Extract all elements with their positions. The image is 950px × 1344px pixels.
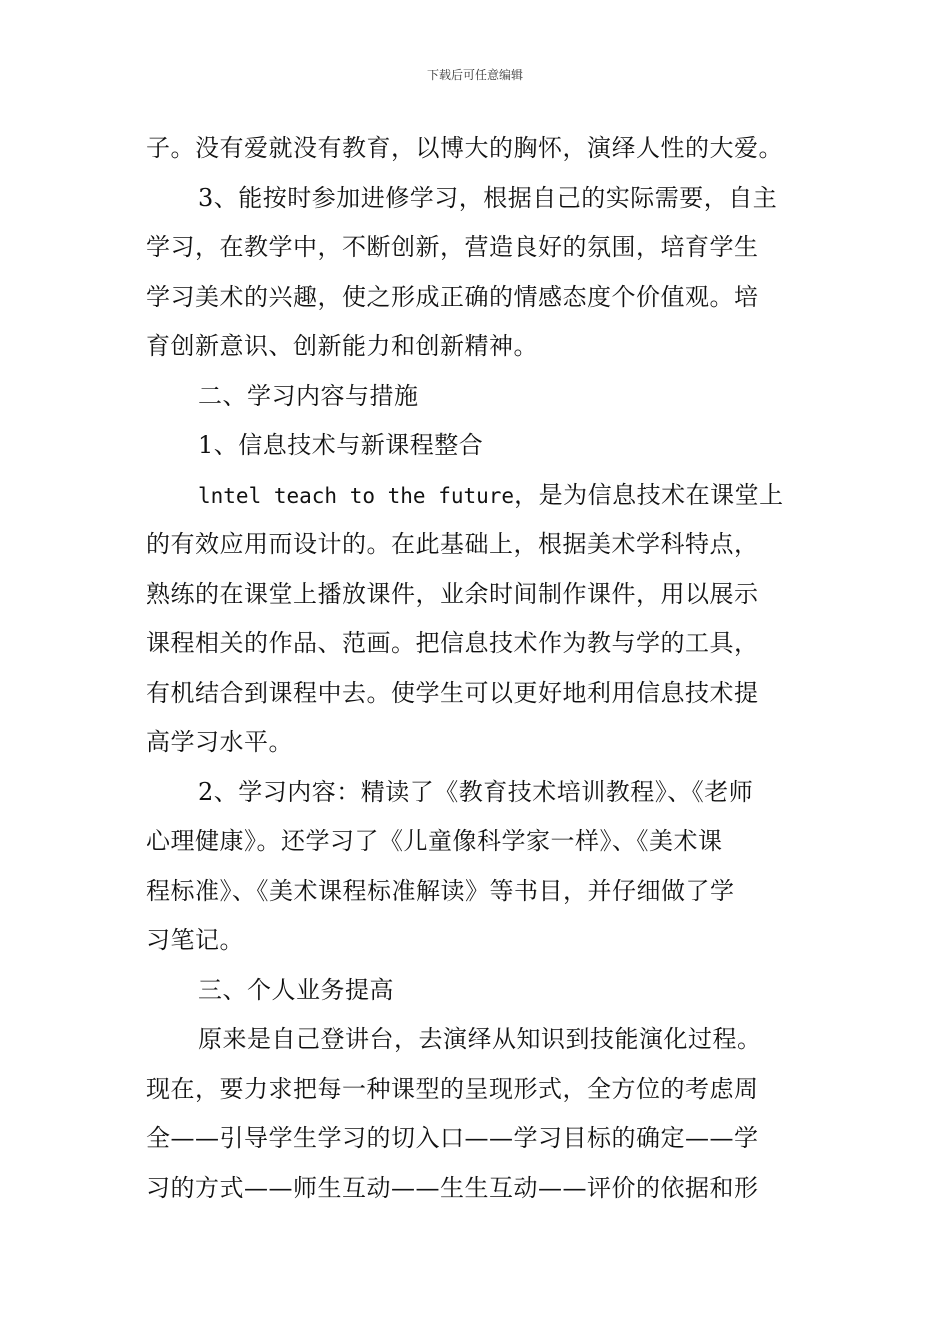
text-line: 子。没有爱就没有教育，以博大的胸怀，演绎人性的大爱。 (146, 134, 783, 162)
text-line: 的有效应用而设计的。在此基础上，根据美术学科特点， (146, 530, 759, 558)
text-line: 全——引导学生学习的切入口——学习目标的确定——学 (146, 1124, 759, 1152)
text-line-rest: ，是为信息技术在课堂上 (514, 480, 784, 509)
text-line: 熟练的在课堂上播放课件，业余时间制作课件，用以展示 (146, 579, 759, 608)
text-line: 习笔记。 (146, 926, 244, 954)
document-body (146, 124, 810, 1213)
text-line: 高学习水平。 (146, 728, 293, 756)
page-header-note: 下载后可任意编辑 (426, 68, 523, 82)
text-line: 心理健康》。还学习了《儿童像科学家一样》、《美术课 (146, 827, 723, 855)
text-line: 现在，要力求把每一种课型的呈现形式，全方位的考虑周 (146, 1074, 759, 1103)
text-line: 学习，在教学中，不断创新，营造良好的氛围，培育学生 (146, 233, 759, 261)
text-line: 2、学习内容：精读了《教育技术培训教程》、《老师 (198, 777, 754, 806)
english-phrase: lntel teach to the future (198, 483, 515, 508)
text-line: 有机结合到课程中去。使学生可以更好地利用信息技术提 (146, 678, 759, 707)
section-heading: 二、学习内容与措施 (198, 381, 419, 410)
text-line: 程标准》、《美术课程标准解读》等书目，并仔细做了学 (146, 876, 735, 905)
text-line: 习的方式——师生互动——生生互动——评价的依据和形 (146, 1173, 759, 1202)
text-line: 课程相关的作品、范画。把信息技术作为教与学的工具， (146, 629, 759, 657)
text-line: 3、能按时参加进修学习，根据自己的实际需要，自主 (198, 183, 778, 212)
subsection-heading: 1、信息技术与新课程整合 (198, 431, 484, 459)
text-line: 学习美术的兴趣，使之形成正确的情感态度个价值观。培 (146, 282, 759, 311)
section-heading: 三、个人业务提高 (198, 975, 394, 1004)
text-line: 原来是自己登讲台，去演绎从知识到技能演化过程。 (198, 1025, 762, 1053)
text-line (146, 471, 810, 521)
text-line: 育创新意识、创新能力和创新精神。 (146, 332, 538, 360)
